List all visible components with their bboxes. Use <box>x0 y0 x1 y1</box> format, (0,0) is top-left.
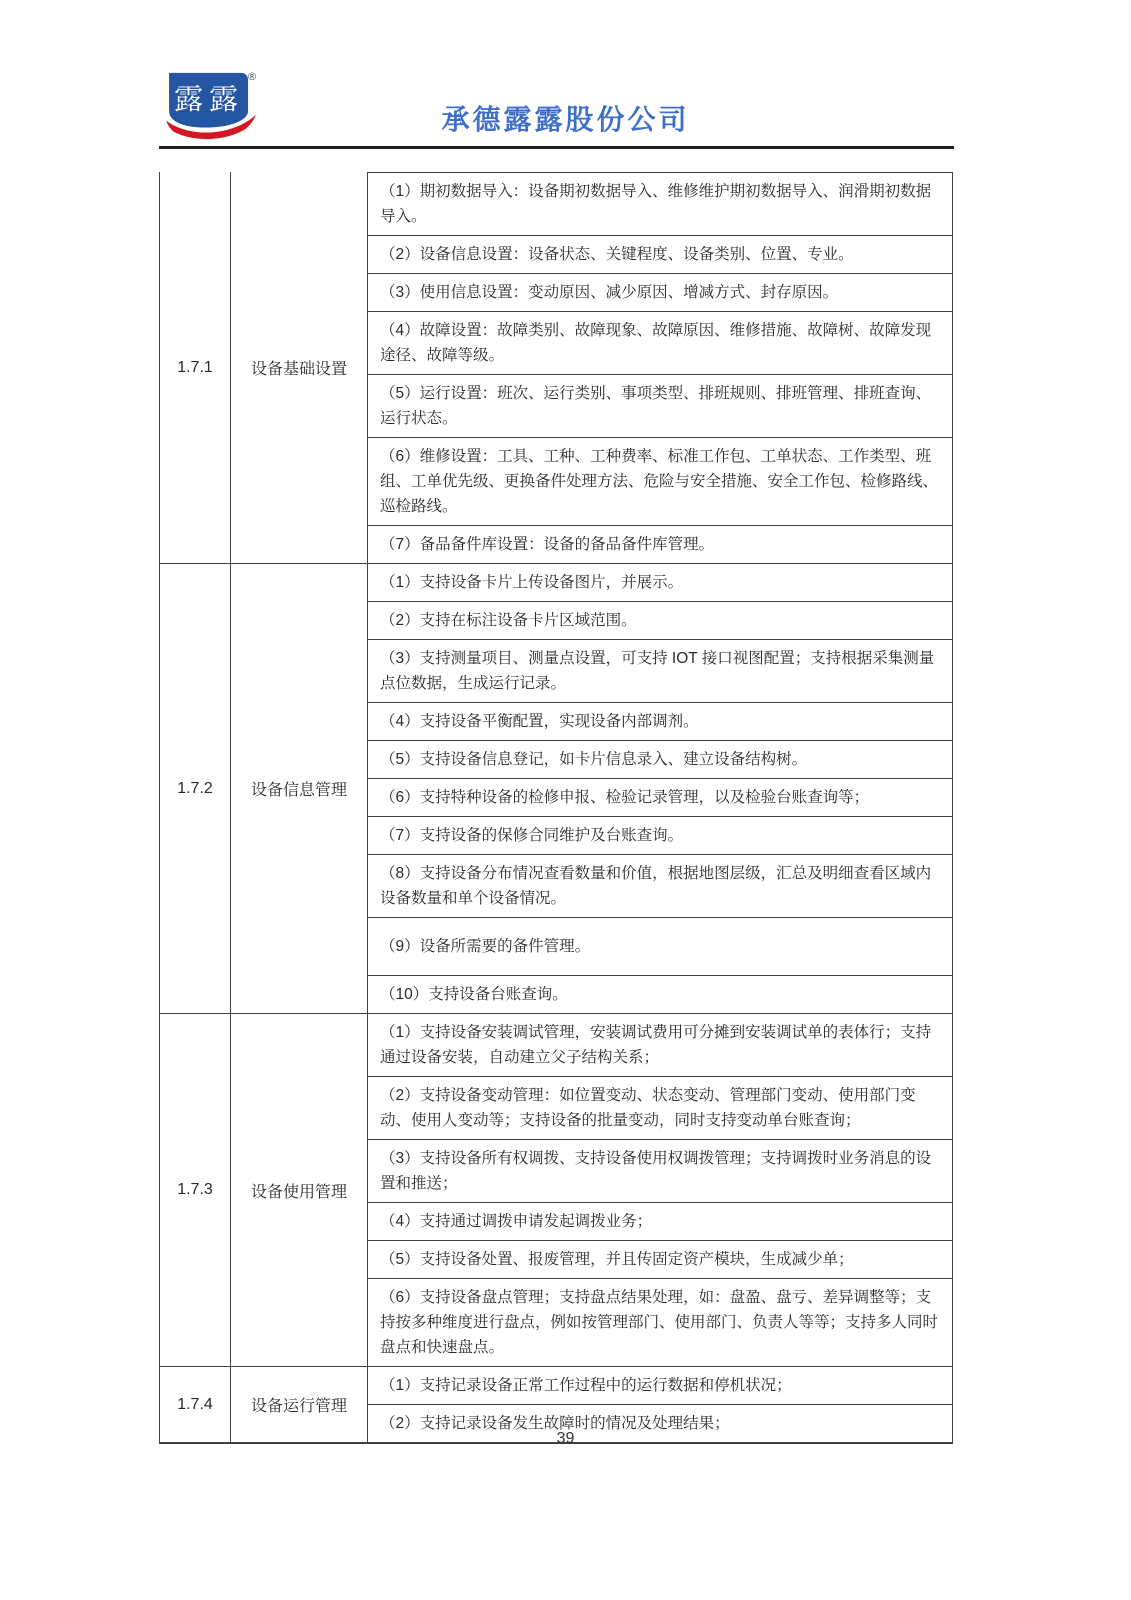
requirement-item: （5）运行设置：班次、运行类别、事项类型、排班规则、排班管理、排班查询、运行状态。 <box>368 374 952 437</box>
requirement-item: （6）支持设备盘点管理；支持盘点结果处理，如：盘盈、盘亏、差异调整等；支持按多种维度进行盘点，例如按管理部门、使用部门、负责人等等；支持多人同时盘点和快速盘点。 <box>368 1278 952 1366</box>
requirement-item: （6）支持特种设备的检修申报、检验记录管理，以及检验台账查询等； <box>368 778 952 816</box>
page-number: 39 <box>556 1430 575 1447</box>
requirement-item: （7）支持设备的保修合同维护及台账查询。 <box>368 816 952 854</box>
section-label: 设备使用管理 <box>231 1014 368 1366</box>
requirement-item: （2）支持设备变动管理：如位置变动、状态变动、管理部门变动、使用部门变动、使用人变动等；支持设备的批量变动，同时支持变动单台账查询； <box>368 1076 952 1139</box>
logo-char-left: 露 <box>173 82 204 116</box>
requirement-item: （9）设备所需要的备件管理。 <box>368 917 952 975</box>
requirement-item: （7）备品备件库设置：设备的备品备件库管理。 <box>368 525 952 563</box>
requirement-item: （5）支持设备信息登记，如卡片信息录入、建立设备结构树。 <box>368 740 952 778</box>
section-id: 1.7.4 <box>160 1367 231 1442</box>
requirements-table <box>159 172 953 1444</box>
header-divider <box>159 146 954 149</box>
section-id: 1.7.2 <box>160 564 231 1013</box>
requirement-item: （10）支持设备台账查询。 <box>368 975 952 1013</box>
table-section-1-7-3 <box>160 1013 952 1366</box>
table-section-1-7-2 <box>160 563 952 1013</box>
requirement-item: （2）支持在标注设备卡片区域范围。 <box>368 601 952 639</box>
section-label: 设备信息管理 <box>231 564 368 1013</box>
requirement-item: （8）支持设备分布情况查看数量和价值，根据地图层级，汇总及明细查看区域内设备数量和单个设备情况。 <box>368 854 952 917</box>
requirement-item: （3）使用信息设置：变动原因、减少原因、增减方式、封存原因。 <box>368 273 952 311</box>
requirement-item: （1）支持设备安装调试管理，安装调试费用可分摊到安装调试单的表体行；支持通过设备安装，自动建立父子结构关系； <box>380 1024 932 1066</box>
requirement-item: （4）支持设备平衡配置，实现设备内部调剂。 <box>368 702 952 740</box>
section-items <box>368 1014 952 1366</box>
requirement-item: （1）期初数据导入：设备期初数据导入、维修维护期初数据导入、润滑期初数据导入。 <box>368 172 952 235</box>
requirement-item: （4）故障设置：故障类别、故障现象、故障原因、维修措施、故障树、故障发现途径、故障等级。 <box>368 311 952 374</box>
registered-mark-icon: ® <box>246 70 258 83</box>
requirement-item: （4）支持通过调拨申请发起调拨业务； <box>368 1202 952 1240</box>
section-items <box>368 172 952 563</box>
section-label: 设备运行管理 <box>231 1367 368 1442</box>
section-items <box>368 564 952 1013</box>
company-name-title: 承德露露股份公司 <box>441 104 690 135</box>
requirement-item: （2）设备信息设置：设备状态、关键程度、设备类别、位置、专业。 <box>368 235 952 273</box>
requirement-item: （5）支持设备处置、报废管理，并且传固定资产模块，生成减少单； <box>368 1240 952 1278</box>
section-id: 1.7.3 <box>160 1014 231 1366</box>
section-id: 1.7.1 <box>160 172 231 563</box>
table-section-1-7-1 <box>160 172 952 563</box>
requirement-item: （3）支持设备所有权调拨、支持设备使用权调拨管理；支持调拨时业务消息的设置和推送； <box>368 1139 952 1202</box>
requirement-item: （1）支持设备卡片上传设备图片，并展示。 <box>380 574 684 591</box>
requirement-item: （6）维修设置：工具、工种、工种费率、标准工作包、工单状态、工作类型、班组、工单优先级、更换备件处理方法、危险与安全措施、安全工作包、检修路线、巡检路线。 <box>368 437 952 525</box>
requirement-item: （3）支持测量项目、测量点设置，可支持 IOT 接口视图配置；支持根据采集测量点位数据，生成运行记录。 <box>368 639 952 702</box>
requirement-item: （1）支持记录设备正常工作过程中的运行数据和停机状况； <box>380 1377 792 1394</box>
requirement-item: （2）支持记录设备发生故障时的情况及处理结果； <box>368 1404 952 1442</box>
logo-char-right: 露 <box>209 82 239 116</box>
section-label: 设备基础设置 <box>231 172 368 563</box>
